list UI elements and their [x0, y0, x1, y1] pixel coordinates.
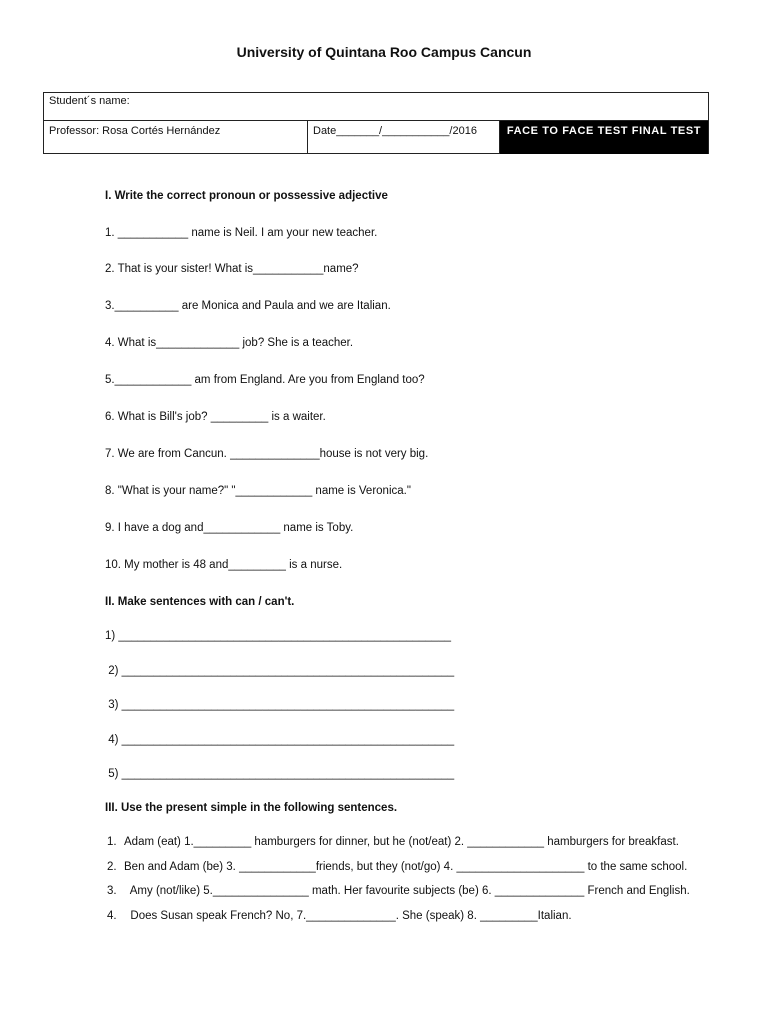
section1-item: 9. I have a dog and____________ name is Toby.: [105, 522, 354, 534]
section1-item: 1. ___________ name is Neil. I am your new teacher.: [105, 227, 378, 239]
section1-item: 10. My mother is 48 and_________ is a nurse.: [105, 559, 343, 571]
section2-line: 4) ____________________________________________________: [105, 734, 455, 746]
section3-heading: III. Use the present simple in the following sentences.: [105, 802, 398, 814]
section2-heading: II. Make sentences with can / can't.: [105, 596, 295, 608]
section1-item: 5.____________ am from England. Are you from England too?: [105, 374, 425, 386]
section1-item: 3.__________ are Monica and Paula and we are Italian.: [105, 300, 391, 312]
student-info-table: [43, 92, 709, 154]
section3-item-number: 4.: [107, 910, 117, 922]
student-name-field: Student´s name:: [44, 93, 708, 121]
section1-item: 8. "What is your name?" "____________ name is Veronica.": [105, 485, 411, 497]
document-title: University of Quintana Roo Campus Cancun: [236, 44, 532, 60]
date-cell: Date_______/___________/2016: [308, 121, 500, 154]
section1-item: 6. What is Bill's job? _________ is a waiter.: [105, 411, 326, 423]
section3-item: Adam (eat) 1._________ hamburgers for dinner, but he (not/eat) 2. ____________ hamburgers for breakfast.: [124, 836, 679, 848]
section3-item: Amy (not/like) 5._______________ math. Her favourite subjects (be) 6. ______________ French and English.: [124, 885, 690, 897]
section3-item-number: 3.: [107, 885, 117, 897]
section2-line: 5) ____________________________________________________: [105, 768, 455, 780]
section1-heading: I. Write the correct pronoun or possessive adjective: [105, 190, 388, 202]
section3-item: Ben and Adam (be) 3. ____________friends, but they (not/go) 4. ____________________ to the same school.: [124, 861, 688, 873]
section2-line: 1) ____________________________________________________: [105, 630, 451, 642]
professor-cell: Professor: Rosa Cortés Hernández: [44, 121, 308, 154]
section1-item: 4. What is_____________ job? She is a teacher.: [105, 337, 354, 349]
section1-item: 7. We are from Cancun. ______________house is not very big.: [105, 448, 429, 460]
section2-line: 3) ____________________________________________________: [105, 699, 455, 711]
section3-item: Does Susan speak French? No, 7.______________. She (speak) 8. _________Italian.: [124, 910, 572, 922]
section3-item-number: 2.: [107, 861, 117, 873]
section2-line: 2) ____________________________________________________: [105, 665, 455, 677]
test-label-cell: FACE TO FACE TEST FINAL TEST: [500, 121, 708, 154]
section3-item-number: 1.: [107, 836, 117, 848]
section1-item: 2. That is your sister! What is___________name?: [105, 263, 359, 275]
